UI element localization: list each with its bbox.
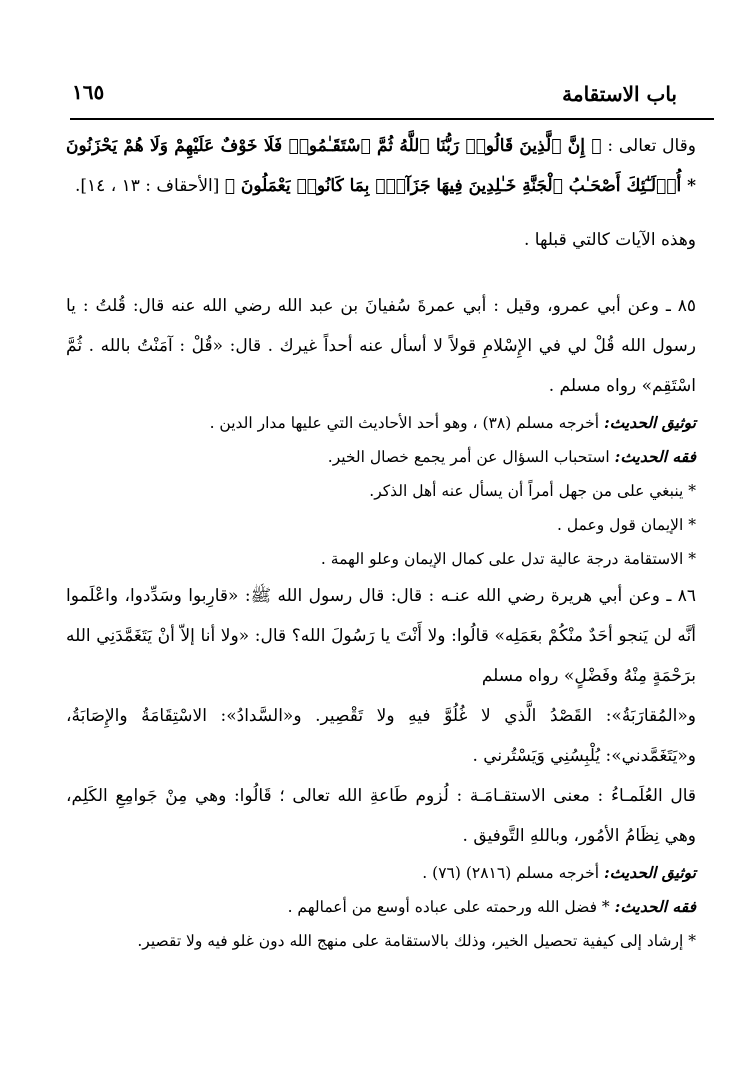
fiqh-text: * فضل الله ورحمته على عباده أوسع من أعمالهم . [287,898,610,916]
quran-verse: ﴿ إِنَّ ٱلَّذِينَ قَالُوا۟ رَبُّنَا ٱللَّهُ ثُمَّ ٱسْتَقَـٰمُوا۟ فَلَا خَوْفٌ عَلَيْهِمْ وَلَا هُمْ يَحْزَنُونَ * أُو۟لَـٰٓئِكَ أَصْحَـٰبُ ٱلْجَنَّةِ خَـٰلِدِينَ فِيهَا جَزَآءًۢ بِمَا كَانُوا۟ يَعْمَلُونَ ﴾ [66,136,696,196]
fiqh-label: فقه الحديث: [614,447,696,466]
fiqh-label: فقه الحديث: [614,897,696,916]
hadith-86-text: ٨٦ ـ وعن أبي هريرة رضي الله عنـه : قال: قال رسول الله ﷺ: «قارِبوا وسَدِّدوا، واعْلَموا أنَّه لن يَنجو أحَدٌ منْكُمْ بعَمَلِه» قالُوا: ولا أَنْتَ يا رَسُولَ الله؟ قال: «ولا أنا إلاّ أنْ يَتَغَمَّدَنِي الله برَحْمَةٍ مِنْهُ وفَضْلٍ» رواه مسلم [66,586,696,686]
page-body [66,126,718,958]
hadith-85-tawthiq [66,406,718,440]
tawthiq-label: توثيق الحديث: [603,863,696,882]
hadith-86-explanation: و«المُقارَبَةُ»: القَصْدُ الَّذي لا غُلُوَّ فيهِ ولا تَقْصِير. و«السَّدادُ»: الاسْتِقَامَةُ والإِصَابَةُ، و«يَتَغَمَّدني»: يُلْبِسُنِي وَيَسْتُرني . [66,706,696,766]
hadith-85-bullet: * الإيمان قول وعمل . [556,516,696,534]
hadith-86-bullet: * إرشاد إلى كيفية تحصيل الخير، وذلك بالاستقامة على منهج الله دون غلو فيه ولا تقصير. [137,932,696,950]
hadith-85-bullet: * ينبغي على من جهل أمراً أن يسأل عنه أهل الذكر. [369,482,696,500]
tawthiq-text: أخرجه مسلم (٢٨١٦) (٧٦) . [422,864,599,882]
chapter-title: باب الاستقامة [562,82,677,106]
hadith-86-fiqh [66,890,718,924]
hadith-86-tawthiq [66,856,718,890]
quote-lead: وقال تعالى : [607,136,697,156]
tawthiq-text: أخرجه مسلم (٣٨) ، وهو أحد الأحاديث التي عليها مدار الدين . [209,414,599,432]
hadith-85-fiqh [66,440,718,474]
verse-reference: [الأحقاف : ١٣ ، ١٤]. [75,176,220,196]
intro-verse-paragraph [66,126,718,206]
hadith-86-ulama: قال العُلَمـاءُ : معنى الاستقـامَـة : لُزوم طَاعةِ الله تعالى ؛ قَالُوا: وهي مِنْ جَوامِعِ الكَلِم، وهي نِظَامُ الأمُور، وباللهِ التَّوفيق . [66,786,696,846]
hadith-85-text: ٨٥ ـ وعن أبي عمرو، وقيل : أبي عمرةَ سُفيانَ بن عبد الله رضي الله عنه قال: قُلتُ : يا رسول الله قُلْ لي في الإِسْلامِ قولاً لا أسأل عنه أحداً غيرك . قال: «قُلْ : آمَنْتُ بالله . ثُمَّ اسْتَقِم» رواه مسلم . [66,296,696,396]
fiqh-text: استحباب السؤال عن أمر يجمع خصال الخير. [327,448,610,466]
hadith-85-bullet: * الاستقامة درجة عالية تدل على كمال الإيمان وعلو الهمة . [320,550,696,568]
intro-remark: وهذه الآيات كالتي قبلها . [523,230,696,250]
tawthiq-label: توثيق الحديث: [603,413,696,432]
page-number: ١٦٥ [72,80,105,104]
header-divider [70,118,714,120]
